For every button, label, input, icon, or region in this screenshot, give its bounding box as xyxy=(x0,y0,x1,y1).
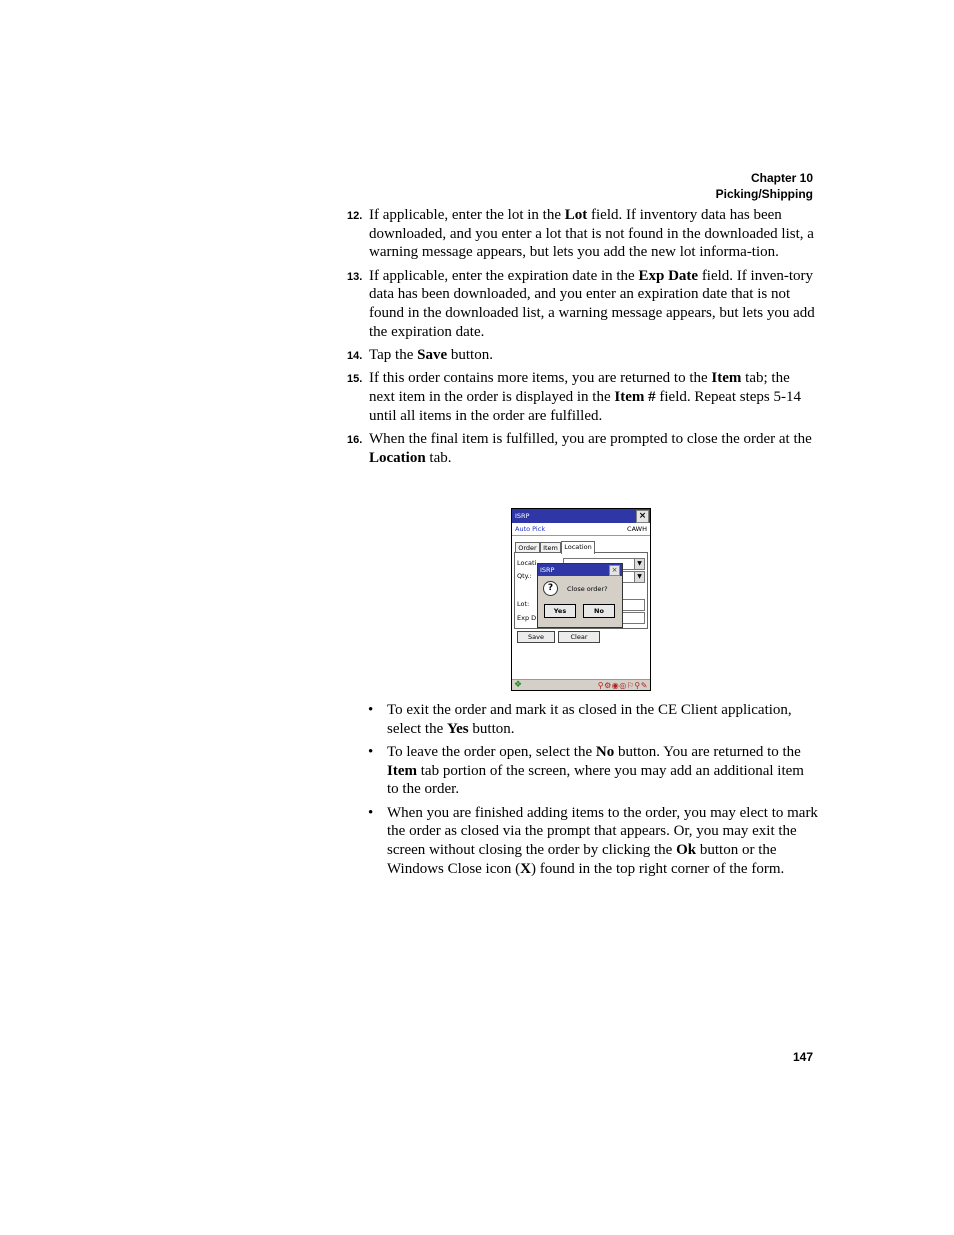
chapter-label: Chapter 10 xyxy=(750,171,813,185)
step-number: 12. xyxy=(347,210,363,222)
bullet-list xyxy=(366,701,818,883)
list-item xyxy=(366,743,818,799)
step-number: 16. xyxy=(347,434,363,447)
bullet-icon: • xyxy=(368,702,374,718)
tab-order[interactable]: Order xyxy=(515,542,540,553)
subtitle-bar xyxy=(512,523,650,536)
dialog-close-icon[interactable]: × xyxy=(609,565,620,576)
step-list xyxy=(347,206,817,472)
lot-label: Lot: xyxy=(517,600,530,608)
step-text: If applicable, enter the lot in the Lot field. If inventory data has been downloaded, and you enter a lot that is not found in the downloaded list, a warning message appears, but lets you add the new lot informa-tion. xyxy=(369,207,814,261)
list-item xyxy=(366,701,818,738)
bullet-text: To leave the order open, select the No button. You are returned to the Item tab portion of the screen, where you may add an additional item to the order. xyxy=(387,744,804,798)
taskbar xyxy=(512,679,650,691)
dialog-title-bar xyxy=(538,564,622,576)
qty-label: Qty.: xyxy=(517,572,532,580)
tab-location[interactable]: Location xyxy=(561,541,595,554)
close-icon[interactable]: × xyxy=(636,510,649,523)
dialog-message: Close order? xyxy=(567,585,608,593)
no-button[interactable]: No xyxy=(583,604,615,618)
step-item xyxy=(347,267,817,342)
device-screenshot xyxy=(511,508,651,691)
step-text: When the final item is fulfilled, you are prompted to close the order at the Location tab. xyxy=(369,431,812,466)
step-text: If applicable, enter the expiration date in the Exp Date field. If inven-tory data has been downloaded, and you enter an expiration date that is not found in the downloaded list, a warning message appears, but lets you add the expiration date. xyxy=(369,267,815,340)
step-item xyxy=(347,430,817,467)
step-text: Tap the Save button. xyxy=(369,347,493,364)
start-icon[interactable]: ❖ xyxy=(514,680,523,690)
chevron-down-icon: ▼ xyxy=(634,559,644,569)
section-label: Picking/Shipping xyxy=(715,187,813,201)
exp-date-label: Exp D xyxy=(517,614,537,622)
warehouse-label: CAWH xyxy=(627,525,647,533)
bullet-text: To exit the order and mark it as closed in the CE Client application, select the Yes button. xyxy=(387,702,792,737)
list-item xyxy=(366,804,818,879)
step-item xyxy=(347,346,817,365)
step-item xyxy=(347,206,817,262)
chevron-down-icon: ▼ xyxy=(634,572,644,582)
mode-label: Auto Pick xyxy=(515,525,546,533)
tray-icons: ⚲⚙◉◎⚐⚲✎ xyxy=(597,681,648,690)
dialog-title: ISRP xyxy=(540,566,555,574)
page-number: 147 xyxy=(792,1050,813,1064)
yes-button[interactable]: Yes xyxy=(544,604,576,618)
close-order-dialog xyxy=(537,563,623,628)
step-number: 14. xyxy=(347,350,363,363)
bullet-icon: • xyxy=(368,804,374,821)
location-label: Locati xyxy=(517,559,537,567)
bullet-icon: • xyxy=(368,744,374,760)
app-title-bar xyxy=(512,509,650,523)
clear-button[interactable]: Clear xyxy=(558,631,600,643)
tab-item[interactable]: Item xyxy=(540,542,561,553)
bullet-text: When you are finished adding items to the order, you may elect to mark the order as closed via the prompt that appears. Or, you may exit the screen without closing the order by clicking the Ok button or the Windows Close icon (X) found in the top right corner of the form. xyxy=(387,804,818,877)
save-button[interactable]: Save xyxy=(517,631,555,643)
step-number: 15. xyxy=(347,373,363,386)
app-title: ISRP xyxy=(515,512,530,520)
step-item xyxy=(347,369,817,425)
step-text: If this order contains more items, you are returned to the Item tab; the next item in the order is displayed in the Item # field. Repeat steps 5-14 until all items in the order are fulfilled. xyxy=(369,370,802,424)
step-number: 13. xyxy=(347,270,363,283)
question-icon: ? xyxy=(543,581,558,596)
